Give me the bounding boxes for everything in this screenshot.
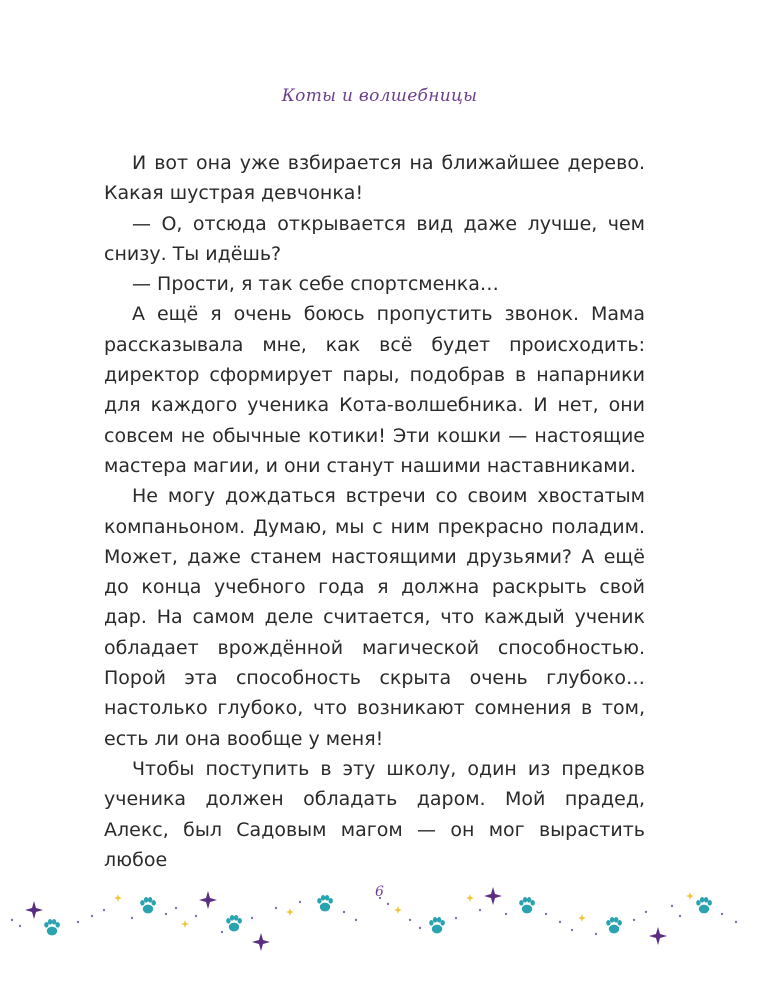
paragraph: И вот она уже взбирается на ближайшее дерево. Какая шустрая девчонка! — [104, 152, 645, 205]
paragraph: — Прости, я так себе спортсменка… — [132, 273, 499, 296]
paw-print-icon — [606, 917, 622, 933]
page-number: 6 — [375, 884, 384, 900]
paw-print-icon — [429, 917, 445, 933]
sparkle-star-icon — [181, 920, 189, 928]
sparkle-star-icon — [578, 914, 586, 922]
sparkle-star-icon — [394, 906, 402, 914]
footer-decoration — [0, 868, 759, 958]
sparkle-star-icon — [649, 927, 667, 945]
sparkle-star-icon — [286, 908, 294, 916]
sparkle-star-icon — [25, 901, 43, 919]
sparkle-star-icon — [252, 933, 270, 951]
paragraph: Чтобы поступить в эту школу, один из предков ученика должен обладать даром. Мой прадед, Алекс, был Садовым магом — он мог вырастить любое — [104, 757, 645, 871]
paragraph: Не могу дождаться встречи со своим хвостатым компаньоном. Думаю, мы с ним прекрасно поладим. Может, даже станем настоящими друзьями? А ещё до конца учебного года я должна раскрыть свой дар. На самом деле считается, что каждый ученик обладает врождённой магической способностью. Порой эта способность скрыта очень глубоко… настолько глубоко, что возникают сомнения в том, есть ли она вообще у меня! — [104, 485, 645, 750]
paw-print-icon — [226, 915, 242, 931]
body-text — [104, 148, 645, 875]
paragraph: А ещё я очень боюсь пропустить звонок. Мама рассказывала мне, как всё будет происходить: директор сформирует пары, подобрав в напарники для каждого ученика Кота-волшебника. И нет, они совсем не обычные котики! Эти кошки — настоящие мастера магии, и они станут нашими наставниками. — [104, 303, 645, 477]
running-header: Коты и волшебницы — [281, 86, 478, 106]
paragraph: — О, отсюда открывается вид даже лучше, чем снизу. Ты идёшь? — [104, 212, 645, 265]
paw-print-icon — [44, 919, 60, 935]
